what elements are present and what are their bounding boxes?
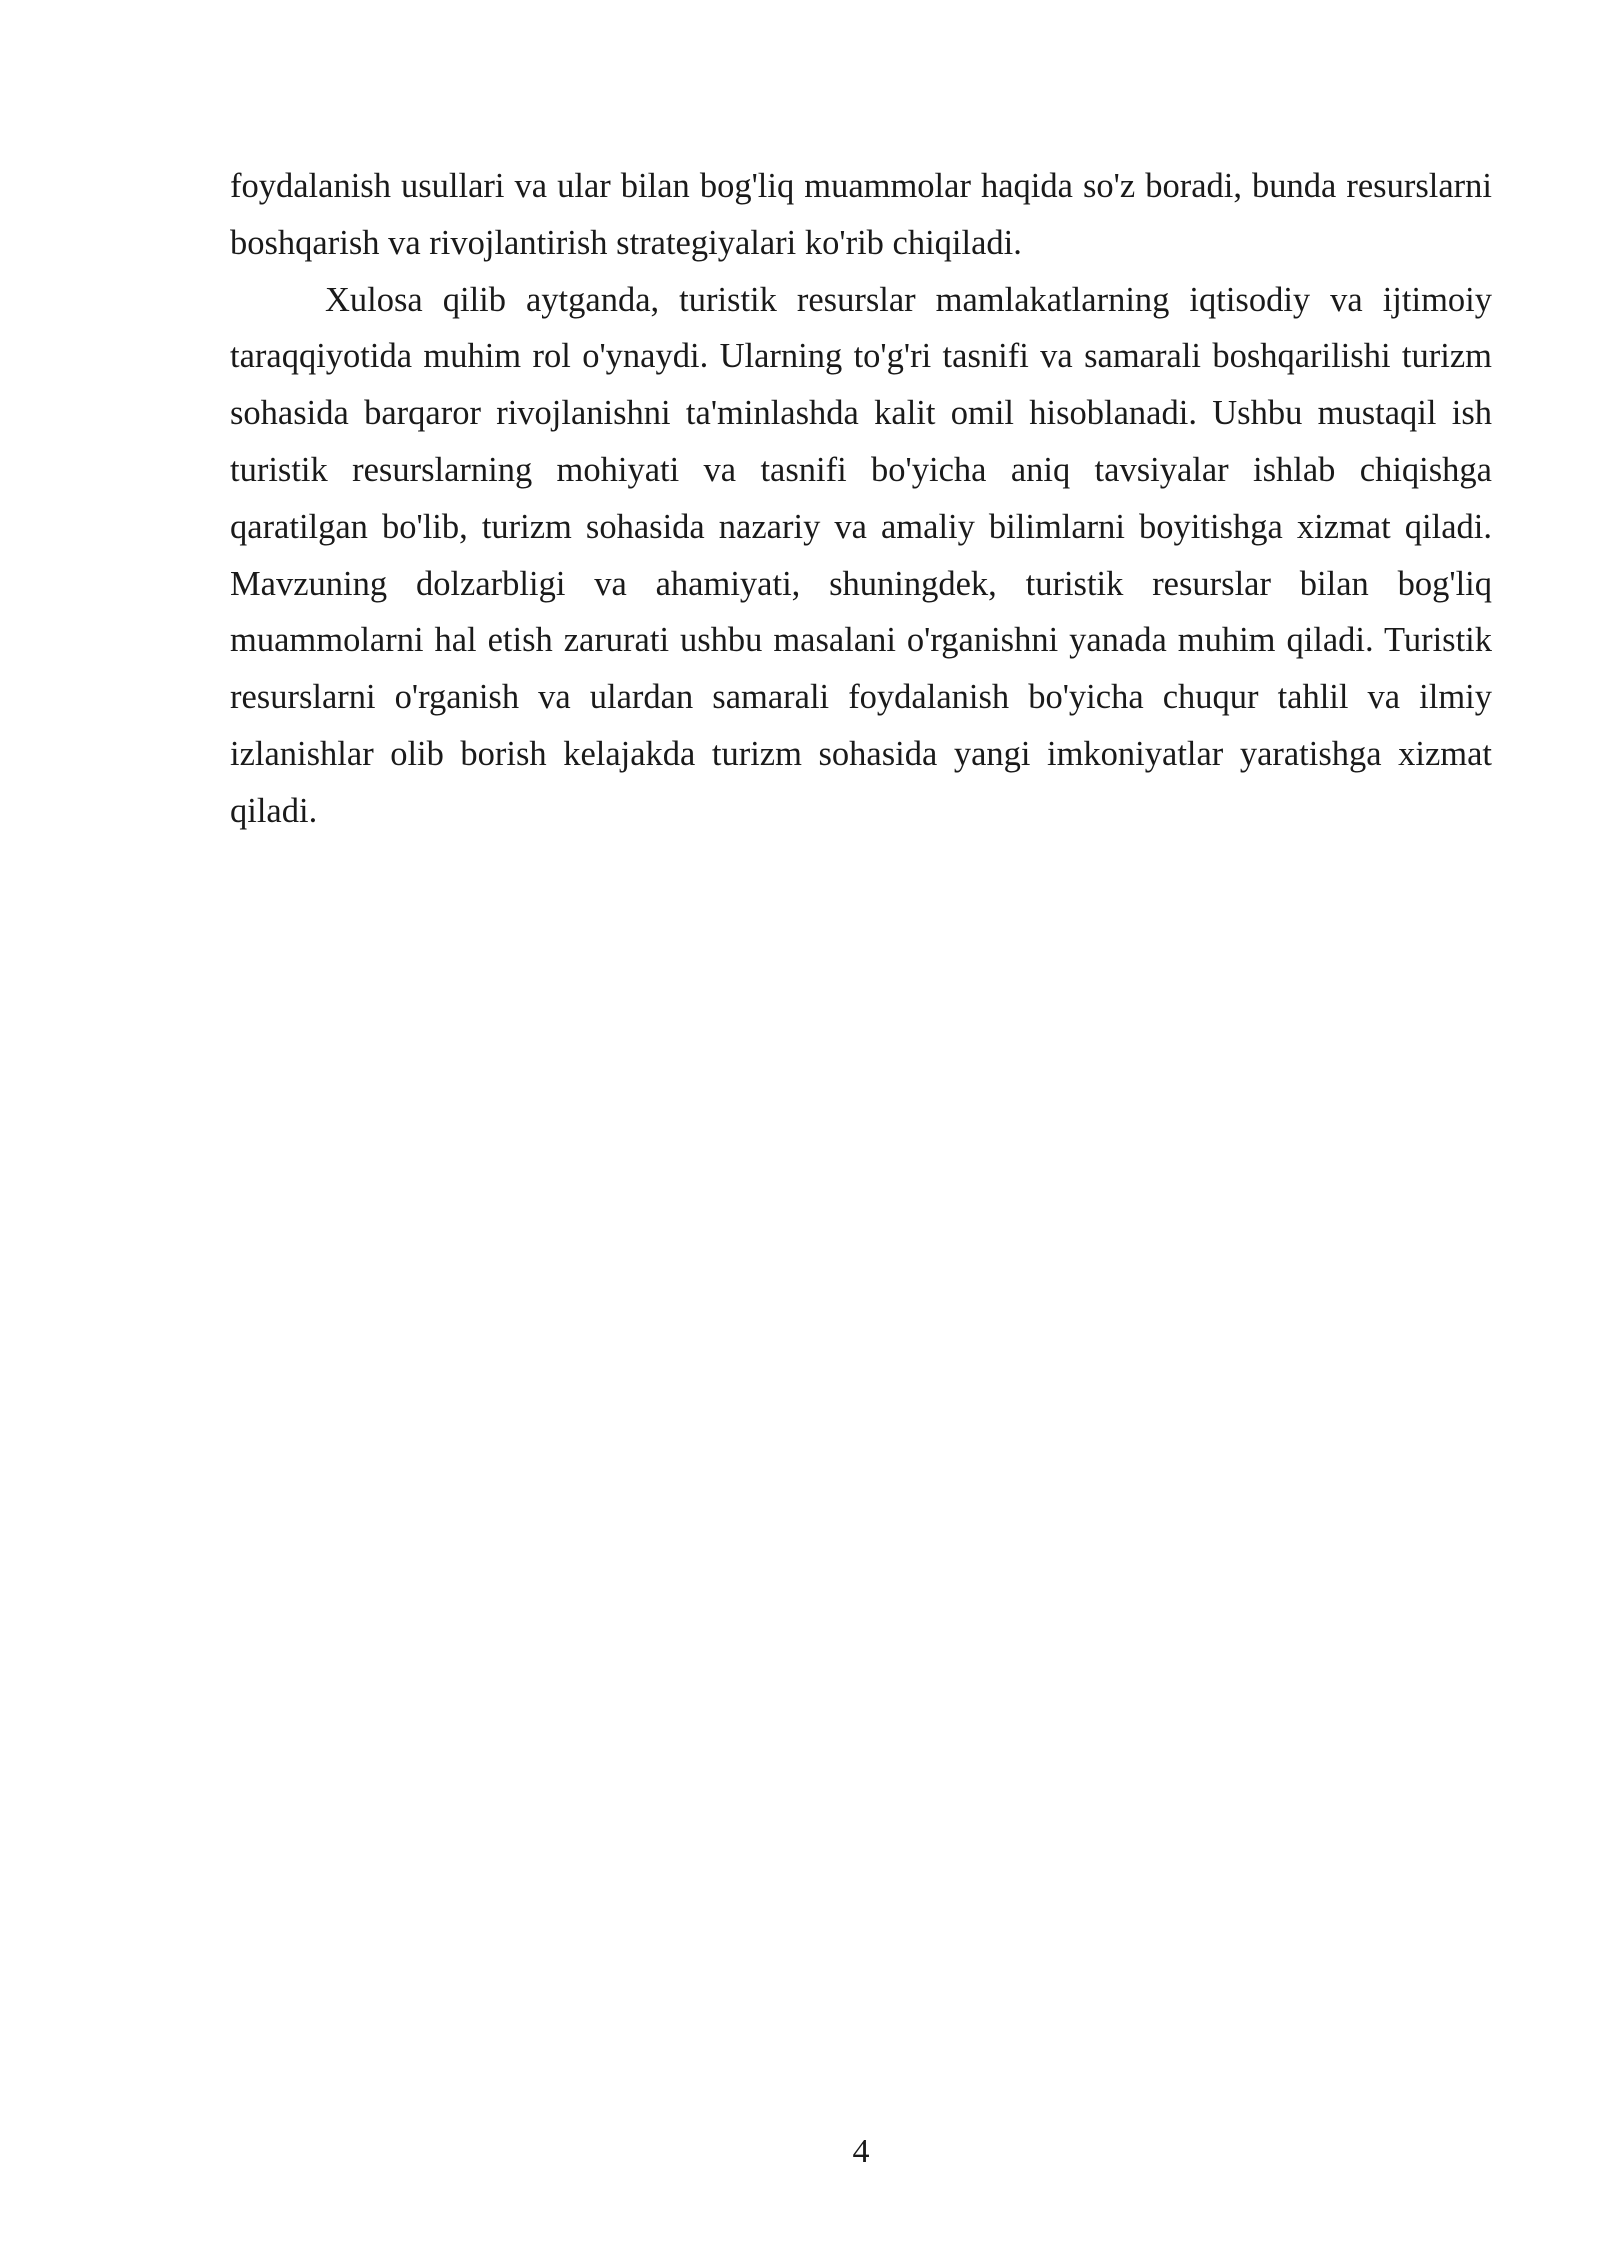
page-number: 4 xyxy=(852,2133,870,2170)
document-body xyxy=(230,158,1492,840)
paragraph-continuation: foydalanish usullari va ular bilan bog'liq muammolar haqida so'z boradi, bunda resurslarni boshqarish va rivojlantirish strategiyalari ko'rib chiqiladi. xyxy=(230,167,1492,262)
paragraph-conclusion: Xulosa qilib aytganda, turistik resurslar mamlakatlarning iqtisodiy va ijtimoiy taraqqiyotida muhim rol o'ynaydi. Ularning to'g'ri tasnifi va samarali boshqarilishi turizm sohasida barqaror rivojlanishni ta'minlashda kalit omil hisoblanadi. Ushbu mustaqil ish turistik resurslarning mohiyati va tasnifi bo'yicha aniq tavsiyalar ishlab chiqishga qaratilgan bo'lib, turizm sohasida nazariy va amaliy bilimlarni boyitishga xizmat qiladi. Mavzuning dolzarbligi va ahamiyati, shuningdek, turistik resurslar bilan bog'liq muammolarni hal etish zarurati ushbu masalani o'rganishni yanada muhim qiladi. Turistik resurslarni o'rganish va ulardan samarali foydalanish bo'yicha chuqur tahlil va ilmiy izlanishlar olib borish kelajakda turizm sohasida yangi imkoniyatlar yaratishga xizmat qiladi. xyxy=(230,280,1492,830)
